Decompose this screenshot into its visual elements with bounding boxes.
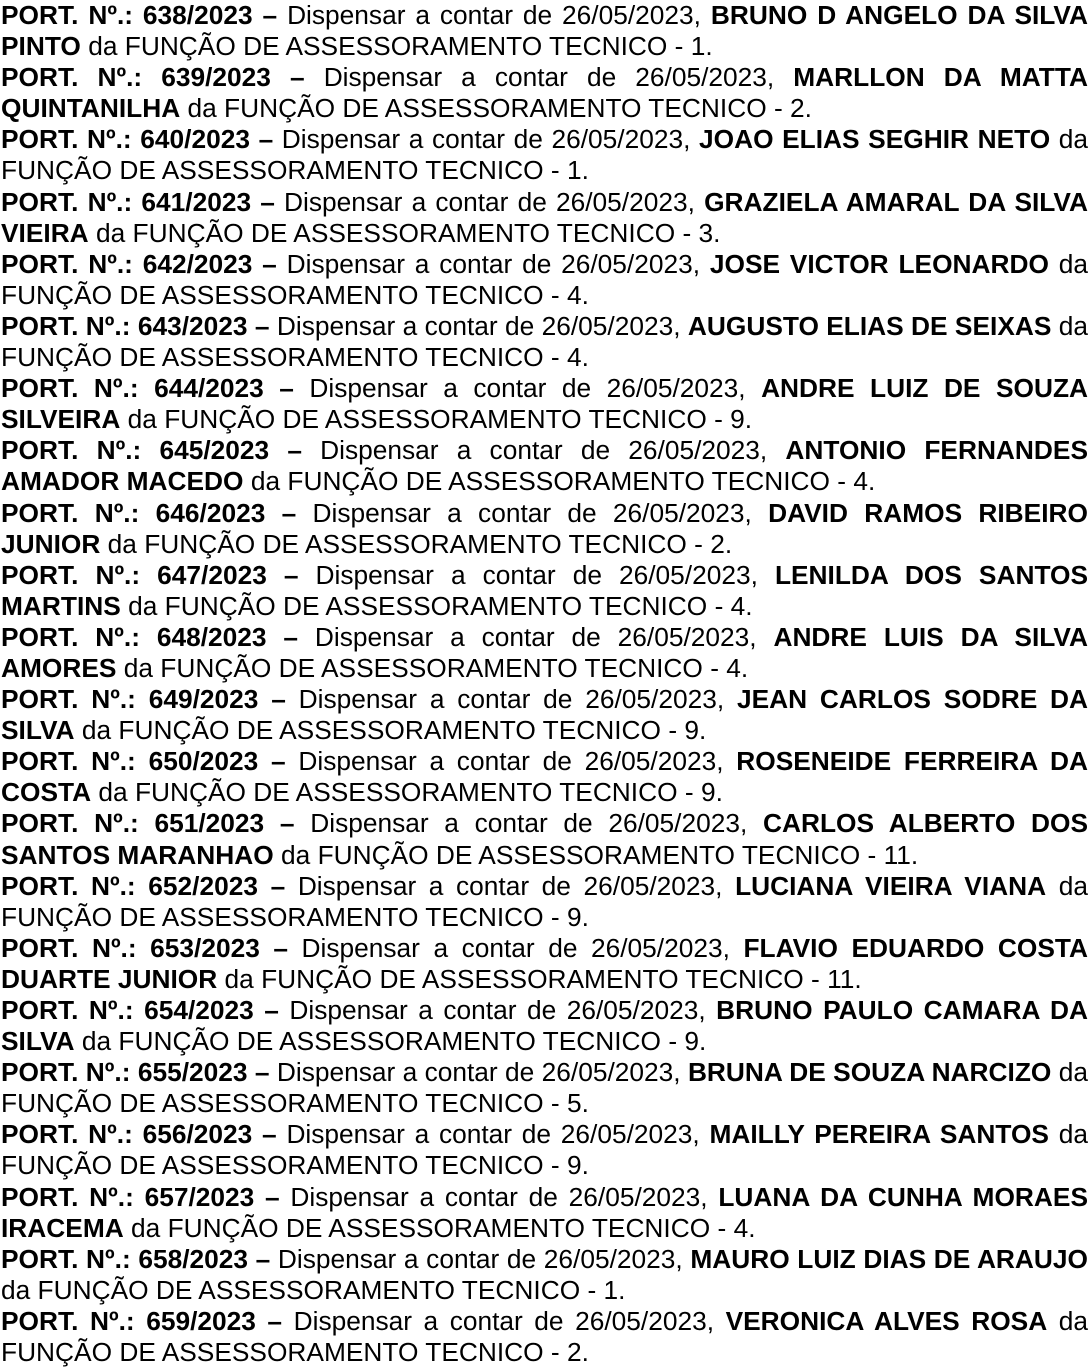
function-text: da FUNÇÃO DE ASSESSORAMENTO TECNICO - <box>131 1212 727 1243</box>
ordinance-label: PORT. Nº.: <box>1 1057 131 1088</box>
action-text: Dispensar a contar de <box>276 310 535 341</box>
function-text: da FUNÇÃO DE ASSESSORAMENTO TECNICO - <box>281 839 877 870</box>
person-name: CARLOS ALBERTO DOS SANTOS MARANHAO <box>1 808 1089 870</box>
effective-date: 26/05/2023 <box>575 1305 707 1336</box>
ordinance-entry-652-2023: PORT. Nº.: 652/2023 – Dispensar a contar de 26/05/2023, LUCIANA VIEIRA VIANA da FUNÇÃO DE ASSESSORAMENTO TECNICO - 9. <box>1 870 1088 932</box>
function-text: da FUNÇÃO DE ASSESSORAMENTO TECNICO - <box>128 590 724 621</box>
ordinance-number: 653/2023 <box>150 932 260 963</box>
effective-date: 26/05/2023 <box>551 124 684 155</box>
action-text: Dispensar a contar de <box>276 1057 535 1088</box>
function-text: da FUNÇÃO DE ASSESSORAMENTO TECNICO - <box>96 217 692 248</box>
person-name: BRUNO D ANGELO DA SILVA PINTO <box>1 0 1088 62</box>
function-text: da FUNÇÃO DE ASSESSORAMENTO TECNICO - <box>88 31 684 62</box>
separator: – <box>262 0 278 30</box>
ordinance-entry-642-2023: PORT. Nº.: 642/2023 – Dispensar a contar de 26/05/2023, JOSE VICTOR LEONARDO da FUNÇÃO DE ASSESSORAMENTO TECNICO - 4. <box>1 248 1089 310</box>
effective-date: 26/05/2023 <box>628 435 760 466</box>
ordinance-entry-658-2023: PORT. Nº.: 658/2023 – Dispensar a contar de 26/05/2023, MAURO LUIZ DIAS DE ARAUJO da FUNÇÃO DE ASSESSORAMENTO TECNICO - 1. <box>1 1243 1088 1305</box>
separator: – <box>279 808 295 839</box>
ordinance-number: 648/2023 <box>156 621 267 652</box>
action-text: Dispensar a contar de <box>286 1119 552 1150</box>
ordinance-entry-640-2023: PORT. Nº.: 640/2023 – Dispensar a contar de 26/05/2023, JOAO ELIAS SEGHIR NETO da FUNÇÃO DE ASSESSORAMENTO TECNICO - 1. <box>1 124 1089 186</box>
ordinance-label: PORT. Nº.: <box>1 0 134 30</box>
effective-date: 26/05/2023 <box>612 497 745 528</box>
action-text: Dispensar a contar de <box>277 1243 537 1274</box>
function-text: da FUNÇÃO DE ASSESSORAMENTO TECNICO - <box>1 248 1089 310</box>
ordinance-entry-655-2023: PORT. Nº.: 655/2023 – Dispensar a contar de 26/05/2023, BRUNA DE SOUZA NARCIZO da FUNÇÃO DE ASSESSORAMENTO TECNICO - 5. <box>1 1057 1088 1119</box>
ordinance-number: 658/2023 <box>138 1243 249 1274</box>
separator: – <box>265 1181 280 1212</box>
action-text: Dispensar a contar de <box>312 497 597 528</box>
action-text: Dispensar a contar de <box>286 248 552 279</box>
separator: – <box>262 1119 277 1150</box>
ordinance-number: 644/2023 <box>154 373 264 404</box>
ordinance-label: PORT. Nº.: <box>1 310 131 341</box>
function-text: da FUNÇÃO DE ASSESSORAMENTO TECNICO - <box>81 1026 678 1057</box>
function-text: da FUNÇÃO DE ASSESSORAMENTO TECNICO - <box>1 124 1089 186</box>
function-text: da FUNÇÃO DE ASSESSORAMENTO TECNICO - <box>1 1057 1088 1119</box>
ordinance-label: PORT. Nº.: <box>1 684 136 715</box>
effective-date: 26/05/2023 <box>562 0 694 30</box>
separator: – <box>287 435 302 466</box>
function-text: da FUNÇÃO DE ASSESSORAMENTO TECNICO - <box>250 466 847 497</box>
separator: – <box>273 932 289 963</box>
ordinance-number: 645/2023 <box>159 435 270 466</box>
ordinance-label: PORT. Nº.: <box>1 124 132 155</box>
ordinance-entry-659-2023: PORT. Nº.: 659/2023 – Dispensar a contar de 26/05/2023, VERONICA ALVES ROSA da FUNÇÃO DE ASSESSORAMENTO TECNICO - 2. <box>1 1305 1089 1368</box>
person-name: MAURO LUIZ DIAS DE ARAUJO <box>690 1243 1088 1274</box>
ordinance-label: PORT. Nº.: <box>1 559 141 590</box>
person-name: ANDRE LUIS DA SILVA AMORES <box>1 621 1088 683</box>
effective-date: 26/05/2023 <box>561 248 693 279</box>
function-level: 9. <box>684 715 707 746</box>
effective-date: 26/05/2023 <box>568 1181 701 1212</box>
effective-date: 26/05/2023 <box>560 1119 693 1150</box>
person-name: JOSE VICTOR LEONARDO <box>709 248 1049 279</box>
function-text: da FUNÇÃO DE ASSESSORAMENTO TECNICO - <box>1 1119 1088 1181</box>
action-text: Dispensar a contar de <box>287 0 553 30</box>
function-level: 5. <box>566 1088 589 1119</box>
ordinance-entry-639-2023: PORT. Nº.: 639/2023 – Dispensar a contar de 26/05/2023, MARLLON DA MATTA QUINTANILHA da FUNÇÃO DE ASSESSORAMENTO TECNICO - 2. <box>1 62 1088 124</box>
function-level: 4. <box>733 1212 756 1243</box>
ordinance-label: PORT. Nº.: <box>1 186 133 217</box>
function-level: 1. <box>566 155 589 186</box>
action-text: Dispensar a contar de <box>310 808 593 839</box>
ordinance-label: PORT. Nº.: <box>1 1181 134 1212</box>
function-text: da FUNÇÃO DE ASSESSORAMENTO TECNICO - <box>81 715 678 746</box>
separator: – <box>270 746 286 777</box>
ordinance-number: 640/2023 <box>140 124 250 155</box>
person-name: BRUNO PAULO CAMARA DA SILVA <box>1 995 1089 1057</box>
separator: – <box>260 186 275 217</box>
ordinance-entry-657-2023: PORT. Nº.: 657/2023 – Dispensar a contar de 26/05/2023, LUANA DA CUNHA MORAES IRACEMA da FUNÇÃO DE ASSESSORAMENTO TECNICO - 4. <box>1 1181 1088 1243</box>
function-text: da FUNÇÃO DE ASSESSORAMENTO TECNICO - <box>127 404 723 435</box>
person-name: DAVID RAMOS RIBEIRO JUNIOR <box>1 497 1088 559</box>
action-text: Dispensar a contar de <box>320 435 611 466</box>
person-name: VERONICA ALVES ROSA <box>725 1305 1048 1336</box>
function-text: da FUNÇÃO DE ASSESSORAMENTO TECNICO - <box>187 93 783 124</box>
effective-date: 26/05/2023 <box>591 932 723 963</box>
action-text: Dispensar a contar de <box>293 1305 564 1336</box>
person-name: LENILDA DOS SANTOS MARTINS <box>1 559 1089 621</box>
person-name: LUCIANA VIEIRA VIANA <box>735 870 1047 901</box>
separator: – <box>281 497 297 528</box>
ordinance-number: 659/2023 <box>146 1305 256 1336</box>
function-text: da FUNÇÃO DE ASSESSORAMENTO TECNICO - <box>107 528 703 559</box>
function-level: 4. <box>566 279 589 310</box>
function-level: 9. <box>566 1150 589 1181</box>
ordinance-label: PORT. Nº.: <box>1 995 134 1025</box>
ordinance-number: 654/2023 <box>144 995 254 1025</box>
person-name: LUANA DA CUNHA MORAES IRACEMA <box>1 1181 1088 1243</box>
function-text: da FUNÇÃO DE ASSESSORAMENTO TECNICO - <box>1 310 1089 373</box>
effective-date: 26/05/2023 <box>618 559 751 590</box>
ordinance-number: 657/2023 <box>144 1181 255 1212</box>
person-name: GRAZIELA AMARAL DA SILVA VIEIRA <box>1 186 1088 248</box>
ordinance-label: PORT. Nº.: <box>1 932 137 963</box>
ordinance-entry-649-2023: PORT. Nº.: 649/2023 – Dispensar a contar de 26/05/2023, JEAN CARLOS SODRE DA SILVA da FUNÇÃO DE ASSESSORAMENTO TECNICO - 9. <box>1 684 1089 746</box>
function-text: da FUNÇÃO DE ASSESSORAMENTO TECNICO - <box>98 777 694 808</box>
ordinance-number: 641/2023 <box>141 186 252 217</box>
function-text: da FUNÇÃO DE ASSESSORAMENTO TECNICO - <box>1 870 1088 932</box>
person-name: JOAO ELIAS SEGHIR NETO <box>699 124 1051 155</box>
function-text: da FUNÇÃO DE ASSESSORAMENTO TECNICO - <box>1 1274 597 1305</box>
ordinance-number: 651/2023 <box>154 808 265 839</box>
ordinance-label: PORT. Nº.: <box>1 497 140 528</box>
effective-date: 26/05/2023 <box>617 621 750 652</box>
action-text: Dispensar a contar de <box>315 559 602 590</box>
separator: – <box>255 1243 271 1274</box>
function-level: 4. <box>726 652 749 683</box>
ordinance-number: 642/2023 <box>142 248 253 279</box>
separator: – <box>283 621 299 652</box>
ordinance-entry-643-2023: PORT. Nº.: 643/2023 – Dispensar a contar de 26/05/2023, AUGUSTO ELIAS DE SEIXAS da FUNÇÃO DE ASSESSORAMENTO TECNICO - 4. <box>1 310 1089 373</box>
action-text: Dispensar a contar de <box>284 186 547 217</box>
ordinance-number: 650/2023 <box>148 746 259 777</box>
ordinance-label: PORT. Nº.: <box>1 62 143 93</box>
function-level: 1. <box>603 1274 626 1305</box>
action-text: Dispensar a contar de <box>309 373 592 404</box>
action-text: Dispensar a contar de <box>281 124 543 155</box>
function-level: 9. <box>700 777 723 808</box>
ordinance-entry-645-2023: PORT. Nº.: 645/2023 – Dispensar a contar de 26/05/2023, ANTONIO FERNANDES AMADOR MACEDO da FUNÇÃO DE ASSESSORAMENTO TECNICO - 4. <box>1 435 1088 497</box>
action-text: Dispensar a contar de <box>297 870 571 901</box>
ordinance-number: 652/2023 <box>148 870 258 901</box>
action-text: Dispensar a contar de <box>298 746 572 777</box>
person-name: ANTONIO FERNANDES AMADOR MACEDO <box>1 435 1088 497</box>
ordinance-number: 656/2023 <box>142 1119 253 1150</box>
ordinance-label: PORT. Nº.: <box>1 435 142 466</box>
action-text: Dispensar a contar de <box>323 62 617 93</box>
separator: – <box>271 684 286 715</box>
ordinance-number: 646/2023 <box>155 497 266 528</box>
ordinance-label: PORT. Nº.: <box>1 621 140 652</box>
function-level: 4. <box>730 590 753 621</box>
effective-date: 26/05/2023 <box>606 373 739 404</box>
separator: – <box>254 1057 270 1088</box>
function-level: 4. <box>853 466 876 497</box>
separator: – <box>289 62 305 93</box>
action-text: Dispensar a contar de <box>289 995 557 1025</box>
function-level: 11. <box>827 963 862 994</box>
function-level: 2. <box>790 93 812 124</box>
ordinance-entry-656-2023: PORT. Nº.: 656/2023 – Dispensar a contar de 26/05/2023, MAILLY PEREIRA SANTOS da FUNÇÃO DE ASSESSORAMENTO TECNICO - 9. <box>1 1119 1088 1181</box>
ordinance-label: PORT. Nº.: <box>1 373 139 404</box>
action-text: Dispensar a contar de <box>314 621 601 652</box>
separator: – <box>279 373 294 404</box>
function-text: da FUNÇÃO DE ASSESSORAMENTO TECNICO - <box>1 1305 1089 1368</box>
function-level: 4. <box>566 342 589 373</box>
effective-date: 26/05/2023 <box>566 995 699 1025</box>
ordinance-entry-647-2023: PORT. Nº.: 647/2023 – Dispensar a contar de 26/05/2023, LENILDA DOS SANTOS MARTINS da FUNÇÃO DE ASSESSORAMENTO TECNICO - 4. <box>1 559 1089 621</box>
person-name: ROSENEIDE FERREIRA DA COSTA <box>1 746 1089 808</box>
separator: – <box>283 559 299 590</box>
ordinance-entry-638-2023: PORT. Nº.: 638/2023 – Dispensar a contar de 26/05/2023, BRUNO D ANGELO DA SILVA PINTO da FUNÇÃO DE ASSESSORAMENTO TECNICO - 1. <box>1 0 1088 62</box>
separator: – <box>258 124 274 155</box>
ordinance-number: 655/2023 <box>137 1057 248 1088</box>
ordinance-label: PORT. Nº.: <box>1 870 136 901</box>
separator: – <box>270 870 286 901</box>
effective-date: 26/05/2023 <box>635 62 767 93</box>
ordinance-number: 639/2023 <box>161 62 271 93</box>
ordinance-label: PORT. Nº.: <box>1 746 136 777</box>
ordinance-label: PORT. Nº.: <box>1 1243 131 1274</box>
effective-date: 26/05/2023 <box>608 808 740 839</box>
ordinance-entry-646-2023: PORT. Nº.: 646/2023 – Dispensar a contar de 26/05/2023, DAVID RAMOS RIBEIRO JUNIOR da FUNÇÃO DE ASSESSORAMENTO TECNICO - 2. <box>1 497 1088 559</box>
ordinance-entry-651-2023: PORT. Nº.: 651/2023 – Dispensar a contar de 26/05/2023, CARLOS ALBERTO DOS SANTOS MARANHAO da FUNÇÃO DE ASSESSORAMENTO TECNICO - 11. <box>1 808 1089 870</box>
ordinance-label: PORT. Nº.: <box>1 1119 133 1150</box>
person-name: ANDRE LUIZ DE SOUZA SILVEIRA <box>1 373 1088 435</box>
function-level: 2. <box>710 528 733 559</box>
ordinance-entry-648-2023: PORT. Nº.: 648/2023 – Dispensar a contar de 26/05/2023, ANDRE LUIS DA SILVA AMORES da FUNÇÃO DE ASSESSORAMENTO TECNICO - 4. <box>1 621 1088 683</box>
ordinance-label: PORT. Nº.: <box>1 808 139 839</box>
person-name: MAILLY PEREIRA SANTOS <box>709 1119 1049 1150</box>
person-name: FLAVIO EDUARDO COSTA DUARTE JUNIOR <box>1 932 1088 994</box>
separator: – <box>267 1305 283 1336</box>
ordinance-entry-644-2023: PORT. Nº.: 644/2023 – Dispensar a contar de 26/05/2023, ANDRE LUIZ DE SOUZA SILVEIRA da FUNÇÃO DE ASSESSORAMENTO TECNICO - 9. <box>1 373 1088 435</box>
ordinance-number: 638/2023 <box>142 0 253 30</box>
person-name: BRUNA DE SOUZA NARCIZO <box>687 1057 1052 1088</box>
ordinance-entry-653-2023: PORT. Nº.: 653/2023 – Dispensar a contar de 26/05/2023, FLAVIO EDUARDO COSTA DUARTE JUNIOR da FUNÇÃO DE ASSESSORAMENTO TECNICO - 11. <box>1 932 1088 994</box>
separator: – <box>264 995 279 1025</box>
ordinance-entry-654-2023: PORT. Nº.: 654/2023 – Dispensar a contar de 26/05/2023, BRUNO PAULO CAMARA DA SILVA da FUNÇÃO DE ASSESSORAMENTO TECNICO - 9. <box>1 995 1089 1057</box>
action-text: Dispensar a contar de <box>298 684 573 715</box>
effective-date: 26/05/2023 <box>583 870 716 901</box>
function-level: 3. <box>698 217 721 248</box>
ordinance-entry-641-2023: PORT. Nº.: 641/2023 – Dispensar a contar de 26/05/2023, GRAZIELA AMARAL DA SILVA VIEIRA da FUNÇÃO DE ASSESSORAMENTO TECNICO - 3. <box>1 186 1088 248</box>
ordinance-label: PORT. Nº.: <box>1 1305 135 1336</box>
person-name: AUGUSTO ELIAS DE SEIXAS <box>687 310 1052 341</box>
effective-date: 26/05/2023 <box>541 1057 674 1088</box>
function-level: 9. <box>730 404 753 435</box>
function-level: 9. <box>566 901 589 932</box>
function-level: 11. <box>883 839 919 870</box>
effective-date: 26/05/2023 <box>541 310 674 341</box>
effective-date: 26/05/2023 <box>556 186 688 217</box>
person-name: MARLLON DA MATTA QUINTANILHA <box>1 62 1088 124</box>
person-name: JEAN CARLOS SODRE DA SILVA <box>1 684 1089 746</box>
action-text: Dispensar a contar de <box>301 932 578 963</box>
ordinance-number: 643/2023 <box>137 310 248 341</box>
ordinance-entry-650-2023: PORT. Nº.: 650/2023 – Dispensar a contar de 26/05/2023, ROSENEIDE FERREIRA DA COSTA da FUNÇÃO DE ASSESSORAMENTO TECNICO - 9. <box>1 746 1089 808</box>
effective-date: 26/05/2023 <box>584 746 717 777</box>
action-text: Dispensar a contar de <box>290 1181 558 1212</box>
effective-date: 26/05/2023 <box>543 1243 676 1274</box>
function-level: 1. <box>690 31 713 62</box>
separator: – <box>262 248 277 279</box>
function-text: da FUNÇÃO DE ASSESSORAMENTO TECNICO - <box>224 963 820 994</box>
separator: – <box>254 310 270 341</box>
ordinance-number: 649/2023 <box>148 684 259 715</box>
effective-date: 26/05/2023 <box>585 684 717 715</box>
ordinance-label: PORT. Nº.: <box>1 248 133 279</box>
function-level: 2. <box>566 1337 589 1368</box>
function-text: da FUNÇÃO DE ASSESSORAMENTO TECNICO - <box>123 652 719 683</box>
ordinance-number: 647/2023 <box>157 559 267 590</box>
function-level: 9. <box>684 1026 707 1057</box>
